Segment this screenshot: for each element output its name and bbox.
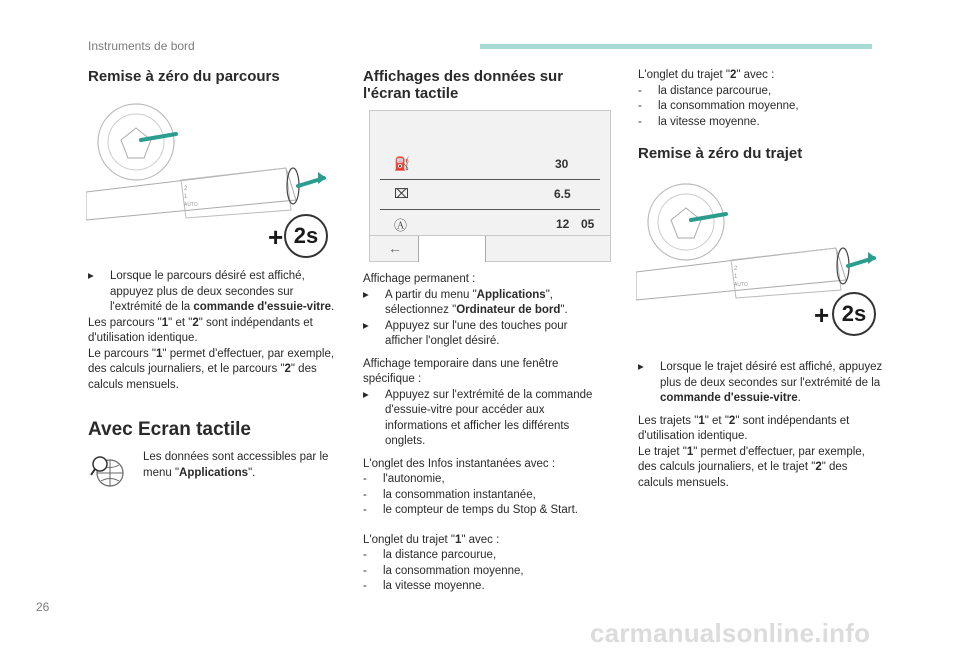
list-item xyxy=(363,579,603,595)
text-span: " avec : xyxy=(461,533,500,546)
screen-value-1: 30 xyxy=(555,157,569,171)
text-bold: 1 xyxy=(161,316,169,329)
text-bold: 2 xyxy=(192,316,199,329)
list-item-text: la consommation instantanée, xyxy=(383,488,536,501)
list-item-text: l'autonomie, xyxy=(383,473,445,485)
globe-magnifier-icon xyxy=(90,453,126,489)
column-left xyxy=(88,68,338,85)
text-bold: 2 xyxy=(729,69,737,81)
two-seconds-badge: 2s xyxy=(832,292,876,336)
text-span: Les données sont accessibles par le menu " xyxy=(143,451,329,479)
text-bold: Applications xyxy=(476,288,546,301)
bullet-bold-text: commande d'essuie-vitre xyxy=(193,301,331,313)
list-item xyxy=(363,503,603,519)
dash-marker: - xyxy=(363,549,367,561)
heading-ecran-tactile xyxy=(88,419,251,441)
trip1-title xyxy=(363,533,603,549)
text-span: " et " xyxy=(704,414,729,427)
text-span: " permet d'effectuer, par exemple, des calculs journaliers, et le parcours " xyxy=(88,347,335,375)
screen-value-3a: 12 xyxy=(556,217,570,231)
dash-marker: - xyxy=(363,488,367,501)
text-span: " avec : xyxy=(736,69,775,81)
screen-tab-bar xyxy=(370,235,610,262)
paragraph-calculations xyxy=(88,347,340,394)
text-span: Le trajet " xyxy=(638,445,687,458)
screen-value-3b: 05 xyxy=(581,217,595,231)
bullet-marker-icon: ▸ xyxy=(638,361,644,373)
text-bold: 1 xyxy=(454,533,462,546)
dash-marker: - xyxy=(363,580,367,592)
dash-marker: - xyxy=(363,564,367,577)
watermark: carmanualsonline.info xyxy=(590,618,871,648)
bullet-item xyxy=(88,269,340,316)
section-title-affichages: Affichages des données sur l'écran tactile xyxy=(363,68,564,102)
bullet-text-end: . xyxy=(330,301,335,313)
touch-screen-text xyxy=(143,450,343,481)
dash-marker: - xyxy=(363,473,367,485)
section-header: Instruments de bord xyxy=(88,39,195,53)
list-item-text: le compteur de temps du Stop & Start. xyxy=(383,504,578,516)
dash-marker: - xyxy=(363,504,367,516)
screen-tab-active[interactable] xyxy=(418,236,486,262)
list-item xyxy=(363,488,603,504)
text-span: L'onglet du trajet " xyxy=(638,69,730,81)
column-middle xyxy=(363,68,603,102)
text-bold: 2 xyxy=(815,461,822,473)
dash-marker: - xyxy=(638,84,642,97)
text-span: L'onglet du trajet " xyxy=(363,533,455,546)
text-span: " des calculs mensuels. xyxy=(88,363,317,391)
svg-text:2: 2 xyxy=(184,186,188,192)
page-number: 26 xyxy=(36,600,50,614)
text-span: Le parcours " xyxy=(88,347,157,360)
trip2-title xyxy=(638,68,888,84)
consumption-icon: ⌧ xyxy=(394,186,409,201)
paragraph-independent xyxy=(638,414,883,445)
text-span: ". xyxy=(248,466,256,479)
plus-symbol: + xyxy=(814,300,830,330)
list-item xyxy=(638,84,888,100)
list-item xyxy=(363,472,603,488)
screen-row-consumption xyxy=(380,179,600,210)
column-right-text xyxy=(638,360,883,491)
dash-marker: - xyxy=(638,100,642,112)
text-span: " sont indépendants et d'utilisation identique. xyxy=(638,414,850,442)
text-bold: 1 xyxy=(156,347,163,360)
text-span: ", sélectionnez " xyxy=(385,288,553,316)
text-span: Les parcours " xyxy=(88,316,162,329)
column-middle-text xyxy=(363,272,603,595)
list-item-text: la distance parcourue, xyxy=(658,84,772,97)
svg-text:1: 1 xyxy=(184,194,188,200)
svg-text:1: 1 xyxy=(734,274,738,280)
stop-start-icon: Ⓐ xyxy=(394,217,408,233)
svg-text:2: 2 xyxy=(734,266,738,272)
bullet-text: Lorsque le parcours désiré est affiché, appuyez plus de deux secondes sur l'extrémité de la xyxy=(110,270,305,313)
dash-marker: - xyxy=(638,115,642,128)
fuel-pump-icon: ⛽ xyxy=(394,156,411,171)
text-span: " sont indépendants et d'utilisation identique. xyxy=(88,316,313,344)
bullet-text: Lorsque le trajet désiré est affiché, appuyez plus de deux secondes sur l'extrémité de la xyxy=(660,361,883,389)
list-item-text: la distance parcourue, xyxy=(383,549,497,561)
text-span: ". xyxy=(560,304,568,316)
text-span: Les trajets " xyxy=(638,414,699,427)
list-item xyxy=(638,115,888,131)
text-bold: Applications xyxy=(179,466,249,479)
svg-text:AUTO: AUTO xyxy=(734,282,748,288)
section-title-reset-trajet-wrap xyxy=(638,145,802,162)
text-bold: 2 xyxy=(728,414,736,427)
text-span: " permet d'effectuer, par exemple, des calculs journaliers, et le trajet " xyxy=(638,445,865,473)
bullet-item xyxy=(363,388,603,450)
list-item-text: la consommation moyenne, xyxy=(383,564,524,577)
bullet-text: Appuyez sur l'extrémité de la commande d'essuie-vitre pour accéder aux informations et afficher les différents onglets. xyxy=(385,388,593,447)
list-item-text: la consommation moyenne, xyxy=(658,100,799,112)
column-left-text xyxy=(88,269,340,393)
text-bold: 1 xyxy=(686,445,694,458)
bullet-text: Appuyez sur l'une des touches pour afficher l'onglet désiré. xyxy=(385,319,568,347)
column-right-top xyxy=(638,68,888,130)
svg-text:AUTO: AUTO xyxy=(184,202,198,208)
bullet-item xyxy=(363,319,603,350)
header-accent-bar xyxy=(480,44,872,49)
bullet-item xyxy=(638,360,883,407)
list-item-text: la vitesse moyenne. xyxy=(383,580,485,592)
text-span: " et " xyxy=(168,316,193,329)
section-title-reset-parcours: Remise à zéro du parcours xyxy=(88,68,280,85)
bullet-marker-icon: ▸ xyxy=(363,288,369,301)
main-heading: Avec Ecran tactile xyxy=(88,419,251,440)
text-span: A partir du menu " xyxy=(385,288,477,301)
bullet-bold-text: commande d'essuie-vitre xyxy=(660,392,798,404)
section-title-reset-trajet: Remise à zéro du trajet xyxy=(638,145,803,162)
back-arrow-icon[interactable]: ← xyxy=(388,240,402,256)
bullet-marker-icon: ▸ xyxy=(88,270,94,282)
touch-screen-display xyxy=(369,110,611,262)
paragraph-independent xyxy=(88,316,340,347)
text-bold: 1 xyxy=(698,414,705,427)
touch-screen-note xyxy=(143,450,343,481)
bullet-marker-icon: ▸ xyxy=(363,388,369,401)
bullet-marker-icon: ▸ xyxy=(363,319,369,332)
list-item xyxy=(638,99,888,115)
paragraph-calculations xyxy=(638,445,883,492)
list-item xyxy=(363,564,603,580)
text-span: " des calculs mensuels. xyxy=(638,461,848,489)
two-seconds-badge: 2s xyxy=(284,214,328,258)
permanent-display-title: Affichage permanent : xyxy=(363,273,476,285)
bullet-text-end: . xyxy=(797,392,801,404)
text-bold: 2 xyxy=(284,363,291,375)
list-item-text: la vitesse moyenne. xyxy=(658,115,760,128)
temporary-display-title: Affichage temporaire dans une fenêtre spécifique : xyxy=(363,357,559,385)
text-bold: Ordinateur de bord xyxy=(456,304,561,316)
screen-row-fuel xyxy=(380,149,600,180)
infos-tab-title: L'onglet des Infos instantanées avec : xyxy=(363,457,556,470)
screen-value-2: 6.5 xyxy=(554,187,571,201)
bullet-item xyxy=(363,288,603,319)
plus-symbol: + xyxy=(268,222,284,252)
list-item xyxy=(363,548,603,564)
